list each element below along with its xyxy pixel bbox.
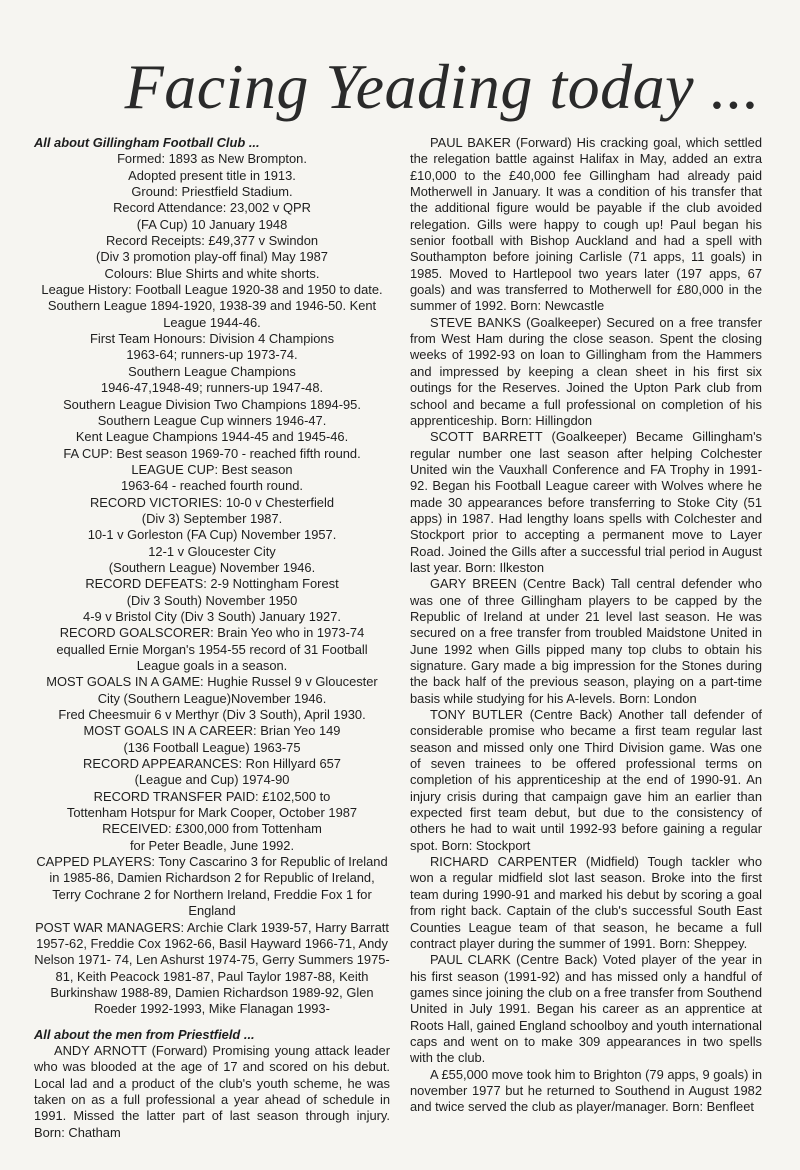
club-fact: League History: Football League 1920-38 and 1950 to date. Southern League 1894-1920, 1938-39 and 1946-50. Kent League 1944-46. <box>41 282 383 330</box>
club-fact: Formed: 1893 as New Brompton. <box>117 151 307 167</box>
club-fact: Colours: Blue Shirts and white shorts. <box>104 265 320 281</box>
club-fact: (Div 3 promotion play-off final) May 1987 <box>96 249 328 265</box>
club-fact: Southern League Champions <box>128 363 296 379</box>
club-fact: (FA Cup) 10 January 1948 <box>136 216 288 232</box>
club-fact: (Div 3 South) November 1950 <box>126 592 298 608</box>
club-fact: (Div 3) September 1987. <box>141 510 283 526</box>
club-fact: Record Attendance: 23,002 v QPR <box>113 200 311 216</box>
club-fact: 12-1 v Gloucester City <box>148 543 276 559</box>
club-fact: RECORD APPEARANCES: Ron Hillyard 657 <box>83 756 341 772</box>
club-fact: RECORD VICTORIES: 10-0 v Chesterfield <box>89 494 335 510</box>
player-profile-banks: STEVE BANKS (Goalkeeper) Secured on a free transfer from West Ham during the close season. Spent the closing weeks of 1992-93 on loan to Gillingham from the Hammers and impressed by keeping a clean sheet in his first six outings for the Reserves. Joined the Upton Park club from school and became a full professional on completion of his apprenticeship. Born: Hillingdon <box>410 314 762 428</box>
club-fact: for Peter Beadle, June 1992. <box>129 837 295 853</box>
player-profile-butler: TONY BUTLER (Centre Back) Another tall defender of considerable promise who became a first team regular last season and missed only one Third Division game. Was one of seven trainees to be offered professional terms on completion of his apprenticeship at the end of 1990-91. An injury crisis during that campaign gave him an earlier than expected first team debut, but due to the consistency of others he had to wait until 1992-93 before gaining a regular spot. Born: Stockport <box>410 707 762 853</box>
club-fact: Ground: Priestfield Stadium. <box>131 184 293 200</box>
player-profile-barrett: SCOTT BARRETT (Goalkeeper) Became Gillingham's regular number one last season after helping Colchester United win the Vauxhall Conference and FA Trophy in 1991-92. Began his Football League career with Wolves where he made 30 appearances before transferring to Stoke City (51 apps) in 1987. Had lengthy loans spells with Colchester and Stockport prior to accepting a permanent move to Layer Road. Joined the Gills after a successful trial period in August last year. Born: Ilkeston <box>410 429 762 575</box>
club-fact: 1963-64; runners-up 1973-74. <box>126 347 298 363</box>
club-fact: Adopted present title in 1913. <box>128 167 296 183</box>
club-fact: FA CUP: Best season 1969-70 - reached fifth round. <box>63 445 361 461</box>
club-fact: (136 Football League) 1963-75 <box>123 739 301 755</box>
club-fact: LEAGUE CUP: Best season <box>131 461 293 477</box>
player-profile-baker: PAUL BAKER (Forward) His cracking goal, which settled the relegation battle against Halifax in May, added an extra £10,000 to the £40,000 fee Gillingham had already paid Motherwell in January. It was a condition of his transfer that the additional figure would be payable if the club avoided relegation. Gills were happy to cough up! Paul began his senior football with Bishop Auckland and had a spell with Southampton before joining Carlisle (71 apps, 11 goals) in 1985. Moved to Hartlepool two years later (197 apps, 67 goals) and was transferred to Motherwell for £80,000 in the summer of 1992. Born: Newcastle <box>410 135 762 314</box>
club-fact: CAPPED PLAYERS: Tony Cascarino 3 for Republic of Ireland in 1985-86, Damien Richardson 2 for Republic of Ireland, Terry Cochrane 2 for Northern Ireland, Freddie Fox 1 for England <box>36 854 388 919</box>
men-section-heading: All about the men from Priestfield ... <box>34 1026 255 1042</box>
player-profile-clark: PAUL CLARK (Centre Back) Voted player of the year in his first season (1991-92) and has missed only a handful of games since joining the club on a free transfer from Southend United in July 1991. Began his career as an apprentice at Roots Hall, gained England schoolboy and youth international caps and went on to make 309 appearances in two spells with the club. <box>410 952 762 1066</box>
club-fact: (Southern League) November 1946. <box>108 559 316 575</box>
club-fact: RECORD GOALSCORER: Brain Yeo who in 1973-74 equalled Ernie Morgan's 1954-55 record of 31 Football League goals in a season. <box>56 625 368 673</box>
club-fact: MOST GOALS IN A CAREER: Brian Yeo 149 <box>83 723 341 739</box>
club-fact: Tottenham Hotspur for Mark Cooper, October 1987 <box>66 805 358 821</box>
club-fact: RECORD DEFEATS: 2-9 Nottingham Forest <box>85 576 339 592</box>
club-fact: (League and Cup) 1974-90 <box>134 772 290 788</box>
club-fact: Southern League Cup winners 1946-47. <box>97 412 327 428</box>
left-column <box>34 135 390 1141</box>
club-fact: RECORD TRANSFER PAID: £102,500 to <box>93 788 331 804</box>
club-section-heading: All about Gillingham Football Club ... <box>34 135 260 150</box>
player-profile-clark-continued: A £55,000 move took him to Brighton (79 apps, 9 goals) in november 1977 but he returned to Southend in August 1982 and twice served the club as player/manager. Born: Benfleet <box>410 1066 762 1115</box>
club-fact: 1946-47,1948-49; runners-up 1947-48. <box>100 380 324 396</box>
club-fact: 4-9 v Bristol City (Div 3 South) January 1927. <box>83 608 341 624</box>
club-fact: POST WAR MANAGERS: Archie Clark 1939-57, Harry Barratt 1957-62, Freddie Cox 1962-66, Basil Hayward 1966-71, Andy Nelson 1971- 74, Len Ashurst 1974-75, Gerry Summers 1975-81, Keith Peacock 1981-87, Paul Taylor 1987-88, Keith Burkinshaw 1988-89, Damien Richardson 1989-92, Glen Roeder 1992-1993, Mike Flanagan 1993- <box>34 919 390 1017</box>
club-fact: Southern League Division Two Champions 1894-95. <box>63 396 361 412</box>
club-fact: Kent League Champions 1944-45 and 1945-46. <box>75 429 349 445</box>
club-fact: MOST GOALS IN A GAME: Hughie Russel 9 v Gloucester City (Southern League)November 1946. <box>46 674 378 706</box>
club-fact: 10-1 v Gorleston (FA Cup) November 1957. <box>87 527 337 543</box>
club-fact: Fred Cheesmuir 6 v Merthyr (Div 3 South), April 1930. <box>58 707 366 723</box>
club-fact: First Team Honours: Division 4 Champions <box>89 331 335 347</box>
club-fact: Record Receipts: £49,377 v Swindon <box>105 233 319 249</box>
player-profile-arnott: ANDY ARNOTT (Forward) Promising young attack leader who was blooded at the age of 17 and scored on his debut. Local lad and a product of the club's youth scheme, he was taken on as a full professional a year ahead of schedule in 1991. Missed the latter part of last season through injury. Born: Chatham <box>34 1042 390 1140</box>
club-fact: 1963-64 - reached fourth round. <box>120 478 304 494</box>
player-profile-carpenter: RICHARD CARPENTER (Midfield) Tough tackler who won a regular midfield slot last season. Broke into the first team during 1990-91 and marked his debut by scoring a goal from right back. Captain of the club's successful South East Counties League team of that season, he became a full contract player during the summer of 1991. Born: Sheppey. <box>410 854 762 951</box>
player-profile-breen: GARY BREEN (Centre Back) Tall central defender who was one of three Gillingham players to be capped by the Republic of Ireland at under 21 level last season. He was secured on a free transfer from troubled Maidstone United in June 1992 when Gills pipped many top clubs to obtain his signature. Gary made a big impression for the Stones during the back half of the previous season, playing on a part-time basis while studying for his A-levels. Born: London <box>410 576 762 706</box>
club-fact: RECEIVED: £300,000 from Tottenham <box>102 821 322 837</box>
page-title: Facing Yeading today ... <box>124 51 760 122</box>
right-column <box>410 135 762 1116</box>
